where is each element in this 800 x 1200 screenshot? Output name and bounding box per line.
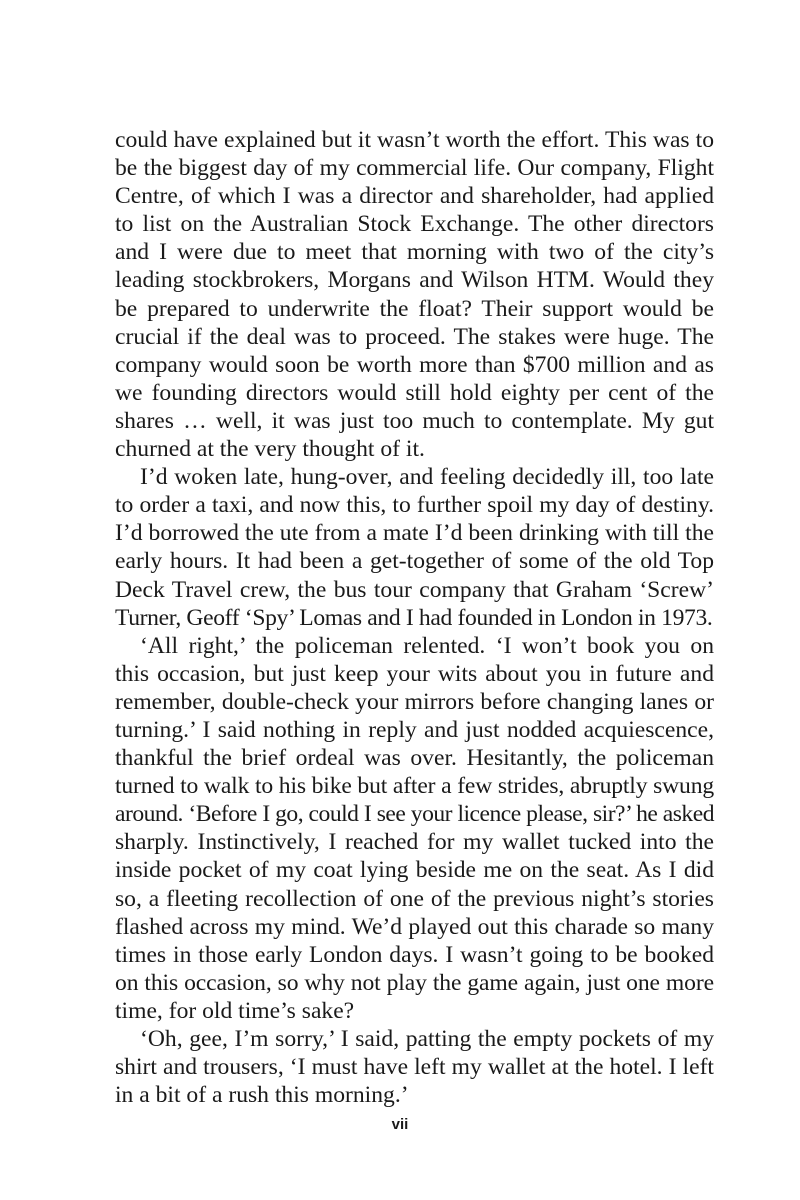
text-line: turned to walk to his bike but after a few strides, abruptly swung: [115, 773, 714, 800]
text-line: Turner, Geoff ‘Spy’ Lomas and I had founded in London in 1973.: [115, 604, 713, 631]
text-line: be prepared to underwrite the float? Their support would be: [115, 295, 714, 322]
paragraph-1: [115, 126, 714, 463]
text-line: time, for old time’s sake?: [115, 997, 355, 1024]
text-line: in a bit of a rush this morning.’: [115, 1082, 409, 1109]
text-line: I’d woken late, hung-over, and feeling decidedly ill, too late: [140, 464, 714, 491]
text-line: sharply. Instinctively, I reached for my wallet tucked into the: [115, 829, 714, 856]
text-line: to list on the Australian Stock Exchange. The other directors: [115, 211, 714, 238]
text-line: company would soon be worth more than $700 million and as: [115, 351, 714, 378]
text-line: remember, double-check your mirrors before changing lanes or: [115, 688, 714, 715]
text-line: thankful the brief ordeal was over. Hesitantly, the policeman: [115, 745, 714, 772]
text-line: ‘All right,’ the policeman relented. ‘I won’t book you on: [140, 632, 714, 659]
text-line: Deck Travel crew, the bus tour company that Graham ‘Screw’: [115, 576, 714, 603]
text-line: churned at the very thought of it.: [115, 436, 425, 463]
text-line: times in those early London days. I wasn’t going to be booked: [115, 941, 714, 968]
text-line: and I were due to meet that morning with two of the city’s: [115, 239, 714, 266]
text-line: early hours. It had been a get-together of some of the old Top: [115, 548, 714, 575]
text-line: so, a fleeting recollection of one of the previous night’s stories: [115, 885, 714, 912]
paragraph-4: [115, 1025, 714, 1109]
text-line: could have explained but it wasn’t worth the effort. This was to: [115, 127, 714, 153]
text-line: shirt and trousers, ‘I must have left my wallet at the hotel. I left: [115, 1054, 714, 1081]
text-line: Centre, of which I was a director and shareholder, had applied: [115, 183, 714, 210]
text-line: turning.’ I said nothing in reply and just nodded acquiescence,: [115, 716, 714, 743]
paragraph-2: [115, 463, 714, 632]
paragraph-3: [115, 632, 714, 1025]
text-line: on this occasion, so why not play the game again, just one more: [115, 969, 714, 996]
text-line: this occasion, but just keep your wits about you in future and: [115, 660, 714, 687]
text-line: inside pocket of my coat lying beside me on the seat. As I did: [115, 857, 714, 884]
text-line: I’d borrowed the ute from a mate I’d been drinking with till the: [115, 520, 714, 547]
text-line: crucial if the deal was to proceed. The stakes were huge. The: [115, 323, 714, 350]
text-line: around. ‘Before I go, could I see your licence please, sir?’ he asked: [115, 801, 714, 828]
text-line: to order a taxi, and now this, to further spoil my day of destiny.: [115, 492, 714, 519]
page-number: vii: [391, 1116, 409, 1133]
text-line: shares … well, it was just too much to contemplate. My gut: [115, 407, 714, 434]
text-line: ‘Oh, gee, I’m sorry,’ I said, patting the empty pockets of my: [140, 1026, 714, 1052]
page-body: [115, 126, 714, 1109]
text-line: leading stockbrokers, Morgans and Wilson HTM. Would they: [115, 267, 714, 294]
text-line: we founding directors would still hold eighty per cent of the: [115, 379, 714, 406]
text-line: be the biggest day of my commercial life. Our company, Flight: [115, 155, 714, 182]
text-line: flashed across my mind. We’d played out this charade so many: [115, 913, 714, 940]
